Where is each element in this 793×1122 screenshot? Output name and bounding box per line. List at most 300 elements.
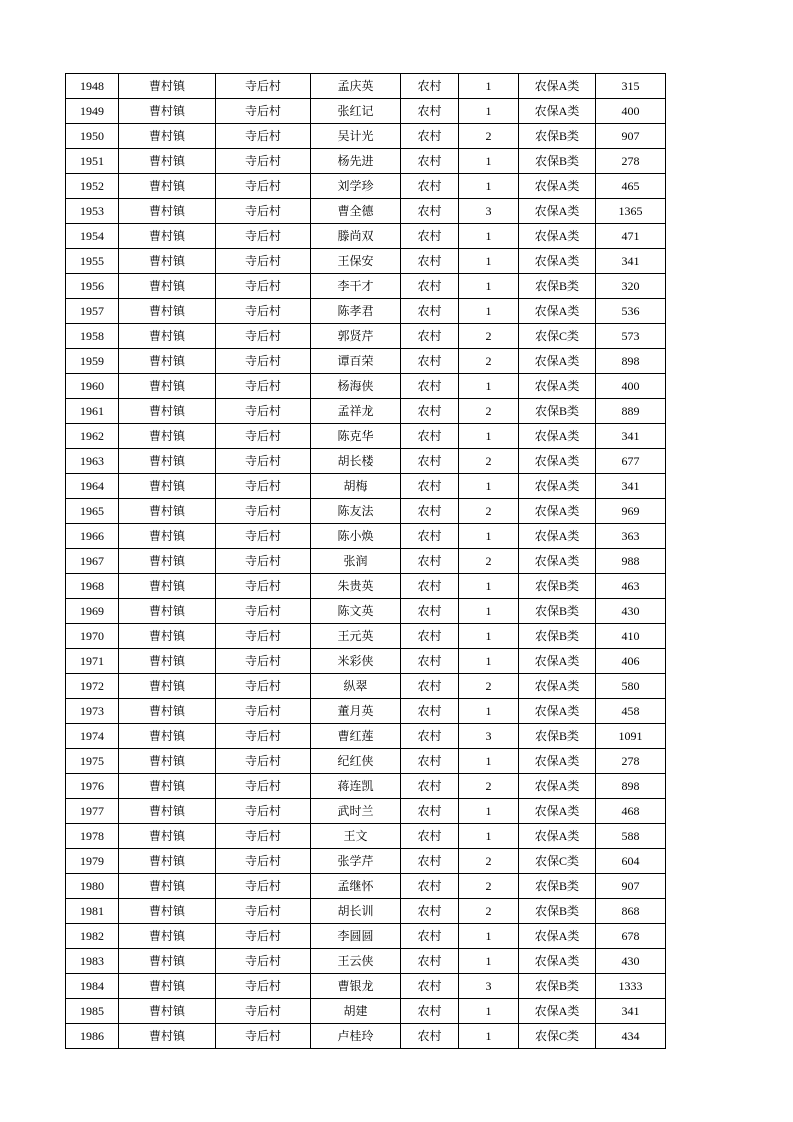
cell-village: 寺后村 [216,99,311,124]
cell-insurance-category: 农保A类 [519,224,596,249]
cell-insurance-category: 农保A类 [519,499,596,524]
cell-village: 寺后村 [216,874,311,899]
cell-person-count: 1 [459,374,519,399]
cell-household-type: 农村 [401,649,459,674]
table-row [66,674,666,699]
cell-serial: 1953 [66,199,119,224]
document-page [65,73,666,1049]
cell-insurance-category: 农保B类 [519,399,596,424]
cell-village: 寺后村 [216,74,311,99]
cell-serial: 1979 [66,849,119,874]
cell-insurance-category: 农保B类 [519,574,596,599]
cell-amount: 988 [596,549,666,574]
cell-name: 纵翠 [311,674,401,699]
cell-serial: 1972 [66,674,119,699]
table-row [66,199,666,224]
cell-household-type: 农村 [401,499,459,524]
cell-insurance-category: 农保A类 [519,174,596,199]
cell-insurance-category: 农保A类 [519,999,596,1024]
table-row [66,499,666,524]
table-row [66,574,666,599]
cell-village: 寺后村 [216,274,311,299]
cell-amount: 471 [596,224,666,249]
cell-insurance-category: 农保A类 [519,674,596,699]
cell-person-count: 1 [459,149,519,174]
cell-town: 曹村镇 [119,724,216,749]
table-row [66,849,666,874]
cell-village: 寺后村 [216,599,311,624]
cell-person-count: 1 [459,824,519,849]
cell-insurance-category: 农保C类 [519,1024,596,1049]
cell-serial: 1964 [66,474,119,499]
cell-serial: 1962 [66,424,119,449]
cell-person-count: 3 [459,974,519,999]
cell-amount: 468 [596,799,666,824]
cell-serial: 1959 [66,349,119,374]
cell-person-count: 1 [459,524,519,549]
cell-amount: 907 [596,124,666,149]
table-row [66,374,666,399]
cell-household-type: 农村 [401,1024,459,1049]
cell-amount: 320 [596,274,666,299]
cell-amount: 1333 [596,974,666,999]
cell-village: 寺后村 [216,549,311,574]
cell-amount: 889 [596,399,666,424]
cell-person-count: 1 [459,574,519,599]
cell-serial: 1957 [66,299,119,324]
cell-name: 王元英 [311,624,401,649]
table-row [66,449,666,474]
cell-amount: 400 [596,374,666,399]
cell-household-type: 农村 [401,399,459,424]
cell-serial: 1969 [66,599,119,624]
cell-name: 曹银龙 [311,974,401,999]
cell-household-type: 农村 [401,749,459,774]
cell-town: 曹村镇 [119,624,216,649]
cell-town: 曹村镇 [119,249,216,274]
cell-amount: 406 [596,649,666,674]
cell-household-type: 农村 [401,699,459,724]
table-body [66,74,666,1049]
cell-village: 寺后村 [216,474,311,499]
cell-household-type: 农村 [401,349,459,374]
cell-village: 寺后村 [216,449,311,474]
cell-village: 寺后村 [216,399,311,424]
cell-insurance-category: 农保B类 [519,149,596,174]
table-row [66,524,666,549]
cell-household-type: 农村 [401,249,459,274]
cell-person-count: 1 [459,624,519,649]
cell-serial: 1973 [66,699,119,724]
table-row [66,649,666,674]
table-row [66,1024,666,1049]
cell-serial: 1952 [66,174,119,199]
cell-town: 曹村镇 [119,549,216,574]
cell-town: 曹村镇 [119,1024,216,1049]
cell-village: 寺后村 [216,324,311,349]
cell-amount: 465 [596,174,666,199]
table-row [66,74,666,99]
cell-serial: 1965 [66,499,119,524]
cell-village: 寺后村 [216,499,311,524]
cell-town: 曹村镇 [119,499,216,524]
cell-name: 胡建 [311,999,401,1024]
cell-amount: 458 [596,699,666,724]
cell-name: 李干才 [311,274,401,299]
cell-household-type: 农村 [401,574,459,599]
table-row [66,99,666,124]
cell-insurance-category: 农保B类 [519,899,596,924]
cell-insurance-category: 农保A类 [519,374,596,399]
cell-name: 杨海侠 [311,374,401,399]
cell-person-count: 1 [459,224,519,249]
cell-town: 曹村镇 [119,799,216,824]
cell-name: 陈克华 [311,424,401,449]
cell-household-type: 农村 [401,999,459,1024]
cell-serial: 1958 [66,324,119,349]
cell-person-count: 2 [459,849,519,874]
cell-village: 寺后村 [216,674,311,699]
cell-amount: 400 [596,99,666,124]
cell-town: 曹村镇 [119,974,216,999]
cell-household-type: 农村 [401,849,459,874]
cell-name: 卢桂玲 [311,1024,401,1049]
cell-household-type: 农村 [401,599,459,624]
cell-serial: 1980 [66,874,119,899]
cell-insurance-category: 农保B类 [519,724,596,749]
benefits-table [65,73,666,1049]
cell-name: 曹全德 [311,199,401,224]
cell-insurance-category: 农保A类 [519,299,596,324]
table-row [66,799,666,824]
table-row [66,124,666,149]
cell-name: 孟祥龙 [311,399,401,424]
cell-serial: 1985 [66,999,119,1024]
cell-insurance-category: 农保A类 [519,524,596,549]
cell-insurance-category: 农保C类 [519,324,596,349]
cell-name: 吴计光 [311,124,401,149]
cell-amount: 278 [596,749,666,774]
table-row [66,174,666,199]
table-row [66,424,666,449]
cell-household-type: 农村 [401,374,459,399]
cell-person-count: 1 [459,299,519,324]
cell-household-type: 农村 [401,324,459,349]
cell-name: 王保安 [311,249,401,274]
cell-insurance-category: 农保A类 [519,249,596,274]
cell-village: 寺后村 [216,749,311,774]
cell-person-count: 2 [459,324,519,349]
cell-insurance-category: 农保A类 [519,924,596,949]
table-row [66,474,666,499]
cell-amount: 969 [596,499,666,524]
cell-amount: 868 [596,899,666,924]
cell-insurance-category: 农保A类 [519,474,596,499]
cell-household-type: 农村 [401,549,459,574]
cell-household-type: 农村 [401,149,459,174]
cell-serial: 1967 [66,549,119,574]
cell-serial: 1954 [66,224,119,249]
cell-person-count: 1 [459,999,519,1024]
cell-village: 寺后村 [216,774,311,799]
cell-insurance-category: 农保A类 [519,424,596,449]
cell-person-count: 1 [459,74,519,99]
cell-amount: 588 [596,824,666,849]
cell-name: 蒋连凯 [311,774,401,799]
cell-insurance-category: 农保B类 [519,274,596,299]
cell-insurance-category: 农保A类 [519,649,596,674]
cell-town: 曹村镇 [119,924,216,949]
cell-name: 曹红莲 [311,724,401,749]
cell-amount: 315 [596,74,666,99]
cell-household-type: 农村 [401,899,459,924]
cell-name: 孟继怀 [311,874,401,899]
cell-town: 曹村镇 [119,299,216,324]
cell-serial: 1975 [66,749,119,774]
cell-household-type: 农村 [401,774,459,799]
cell-amount: 1091 [596,724,666,749]
cell-town: 曹村镇 [119,74,216,99]
cell-town: 曹村镇 [119,199,216,224]
cell-insurance-category: 农保B类 [519,874,596,899]
cell-town: 曹村镇 [119,99,216,124]
cell-insurance-category: 农保A类 [519,74,596,99]
cell-insurance-category: 农保A类 [519,699,596,724]
cell-village: 寺后村 [216,349,311,374]
cell-village: 寺后村 [216,574,311,599]
cell-amount: 580 [596,674,666,699]
cell-serial: 1970 [66,624,119,649]
cell-town: 曹村镇 [119,574,216,599]
cell-name: 滕尚双 [311,224,401,249]
cell-person-count: 1 [459,599,519,624]
cell-amount: 463 [596,574,666,599]
cell-town: 曹村镇 [119,599,216,624]
cell-town: 曹村镇 [119,524,216,549]
cell-name: 王云侠 [311,949,401,974]
cell-person-count: 1 [459,949,519,974]
cell-person-count: 1 [459,1024,519,1049]
cell-insurance-category: 农保B类 [519,599,596,624]
cell-amount: 677 [596,449,666,474]
cell-town: 曹村镇 [119,274,216,299]
cell-amount: 898 [596,349,666,374]
cell-village: 寺后村 [216,974,311,999]
cell-town: 曹村镇 [119,324,216,349]
cell-person-count: 1 [459,99,519,124]
cell-town: 曹村镇 [119,424,216,449]
cell-household-type: 农村 [401,274,459,299]
cell-village: 寺后村 [216,899,311,924]
cell-village: 寺后村 [216,149,311,174]
table-row [66,299,666,324]
cell-household-type: 农村 [401,199,459,224]
cell-name: 张红记 [311,99,401,124]
cell-village: 寺后村 [216,1024,311,1049]
cell-serial: 1974 [66,724,119,749]
cell-insurance-category: 农保B类 [519,124,596,149]
cell-village: 寺后村 [216,699,311,724]
cell-village: 寺后村 [216,524,311,549]
cell-name: 胡长楼 [311,449,401,474]
cell-town: 曹村镇 [119,999,216,1024]
cell-insurance-category: 农保B类 [519,974,596,999]
cell-person-count: 1 [459,274,519,299]
cell-insurance-category: 农保A类 [519,824,596,849]
table-row [66,324,666,349]
cell-town: 曹村镇 [119,649,216,674]
cell-person-count: 2 [459,499,519,524]
cell-name: 朱贵英 [311,574,401,599]
cell-household-type: 农村 [401,124,459,149]
cell-serial: 1948 [66,74,119,99]
cell-town: 曹村镇 [119,699,216,724]
cell-serial: 1982 [66,924,119,949]
cell-insurance-category: 农保C类 [519,849,596,874]
table-row [66,224,666,249]
cell-amount: 573 [596,324,666,349]
cell-amount: 430 [596,949,666,974]
cell-name: 武时兰 [311,799,401,824]
cell-household-type: 农村 [401,174,459,199]
cell-insurance-category: 农保A类 [519,549,596,574]
cell-village: 寺后村 [216,374,311,399]
cell-serial: 1961 [66,399,119,424]
cell-name: 董月英 [311,699,401,724]
cell-amount: 341 [596,249,666,274]
cell-town: 曹村镇 [119,449,216,474]
cell-person-count: 1 [459,174,519,199]
table-row [66,249,666,274]
cell-household-type: 农村 [401,949,459,974]
cell-village: 寺后村 [216,824,311,849]
cell-name: 王文 [311,824,401,849]
cell-insurance-category: 农保A类 [519,99,596,124]
cell-town: 曹村镇 [119,474,216,499]
cell-household-type: 农村 [401,674,459,699]
cell-village: 寺后村 [216,849,311,874]
table-row [66,624,666,649]
cell-insurance-category: 农保A类 [519,349,596,374]
cell-household-type: 农村 [401,724,459,749]
cell-household-type: 农村 [401,824,459,849]
cell-village: 寺后村 [216,174,311,199]
cell-town: 曹村镇 [119,399,216,424]
cell-town: 曹村镇 [119,374,216,399]
cell-person-count: 2 [459,349,519,374]
cell-name: 陈孝君 [311,299,401,324]
cell-village: 寺后村 [216,924,311,949]
cell-town: 曹村镇 [119,174,216,199]
cell-household-type: 农村 [401,974,459,999]
table-row [66,749,666,774]
cell-village: 寺后村 [216,424,311,449]
cell-person-count: 2 [459,449,519,474]
cell-serial: 1983 [66,949,119,974]
cell-village: 寺后村 [216,649,311,674]
cell-household-type: 农村 [401,524,459,549]
cell-person-count: 2 [459,774,519,799]
cell-name: 陈文英 [311,599,401,624]
cell-town: 曹村镇 [119,674,216,699]
cell-serial: 1984 [66,974,119,999]
cell-name: 杨先进 [311,149,401,174]
cell-amount: 410 [596,624,666,649]
cell-village: 寺后村 [216,799,311,824]
cell-town: 曹村镇 [119,824,216,849]
cell-insurance-category: 农保A类 [519,449,596,474]
cell-serial: 1976 [66,774,119,799]
cell-serial: 1955 [66,249,119,274]
cell-village: 寺后村 [216,249,311,274]
cell-name: 孟庆英 [311,74,401,99]
table-row [66,349,666,374]
cell-amount: 430 [596,599,666,624]
cell-serial: 1978 [66,824,119,849]
cell-town: 曹村镇 [119,224,216,249]
cell-name: 陈友法 [311,499,401,524]
cell-serial: 1977 [66,799,119,824]
cell-household-type: 农村 [401,449,459,474]
table-row [66,924,666,949]
cell-name: 刘学珍 [311,174,401,199]
cell-village: 寺后村 [216,199,311,224]
cell-name: 米彩侠 [311,649,401,674]
cell-serial: 1960 [66,374,119,399]
cell-insurance-category: 农保A类 [519,799,596,824]
cell-serial: 1966 [66,524,119,549]
table-row [66,774,666,799]
cell-amount: 1365 [596,199,666,224]
cell-person-count: 1 [459,699,519,724]
cell-person-count: 1 [459,249,519,274]
cell-village: 寺后村 [216,124,311,149]
table-row [66,824,666,849]
cell-person-count: 2 [459,399,519,424]
cell-person-count: 1 [459,474,519,499]
table-row [66,974,666,999]
cell-serial: 1963 [66,449,119,474]
cell-person-count: 1 [459,749,519,774]
cell-person-count: 2 [459,874,519,899]
cell-household-type: 农村 [401,624,459,649]
cell-serial: 1956 [66,274,119,299]
cell-name: 李圆圆 [311,924,401,949]
table-row [66,599,666,624]
cell-name: 张学芹 [311,849,401,874]
cell-village: 寺后村 [216,299,311,324]
cell-amount: 341 [596,474,666,499]
cell-household-type: 农村 [401,924,459,949]
cell-person-count: 3 [459,199,519,224]
cell-household-type: 农村 [401,874,459,899]
cell-insurance-category: 农保A类 [519,774,596,799]
table-row [66,899,666,924]
cell-village: 寺后村 [216,949,311,974]
table-row [66,399,666,424]
cell-name: 陈小焕 [311,524,401,549]
cell-amount: 278 [596,149,666,174]
cell-village: 寺后村 [216,624,311,649]
cell-serial: 1981 [66,899,119,924]
cell-name: 胡长训 [311,899,401,924]
cell-person-count: 2 [459,899,519,924]
cell-person-count: 2 [459,124,519,149]
cell-insurance-category: 农保B类 [519,624,596,649]
cell-name: 张润 [311,549,401,574]
cell-town: 曹村镇 [119,899,216,924]
cell-town: 曹村镇 [119,874,216,899]
